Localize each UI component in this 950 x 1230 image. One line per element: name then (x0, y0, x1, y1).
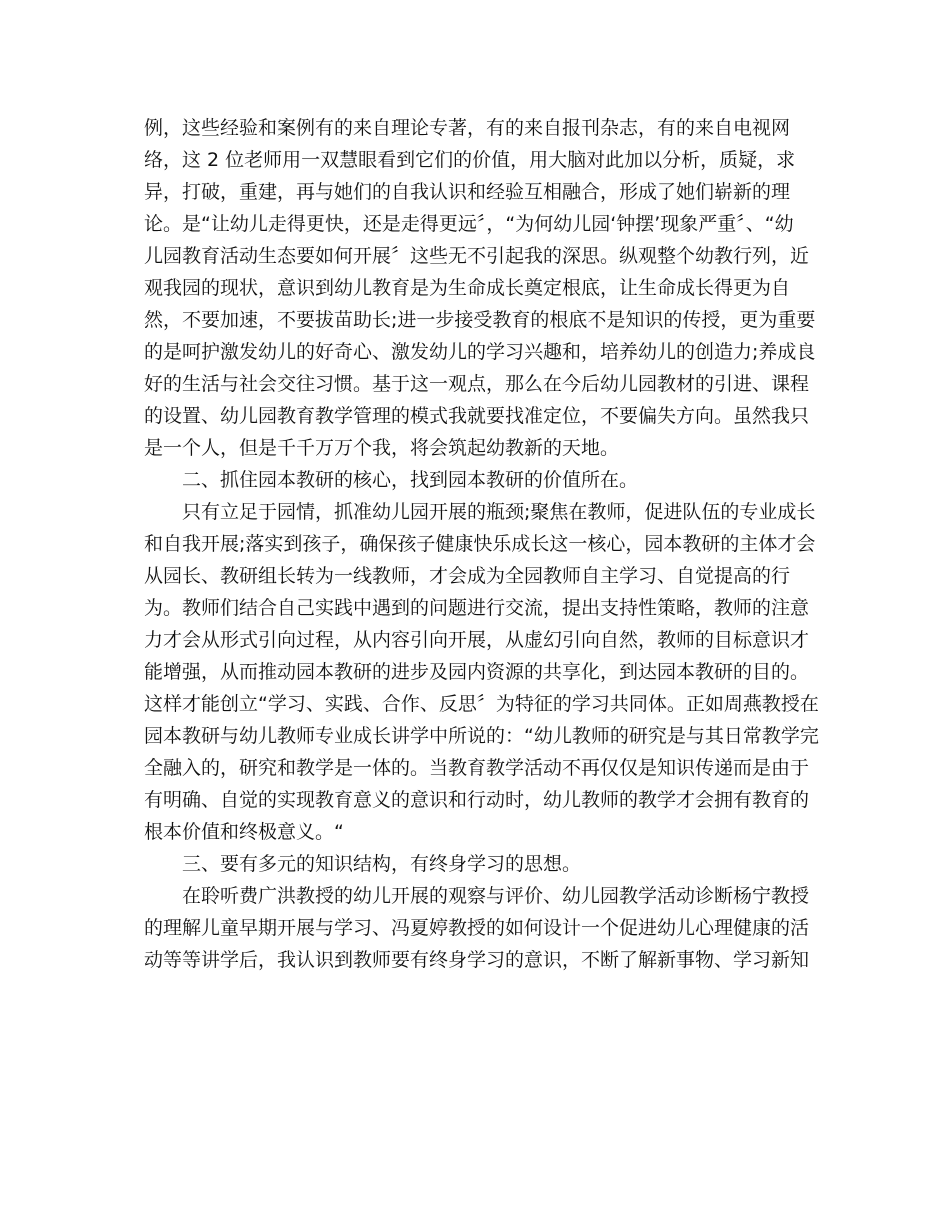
text-line: 异，打破，重建，再与她们的自我认识和经验互相融合，形成了她们崭新的理 (144, 181, 791, 203)
text-line: 能增强，从而推动园本教研的进步及园内资源的共享化，到达园本教研的目的。 (144, 661, 810, 683)
text-line: 和自我开展;落实到孩子，确保孩子健康快乐成长这一核心，园本教研的主体才会 (144, 533, 816, 555)
text-line: 的是呵护激发幼儿的好奇心、激发幼儿的学习兴趣和，培养幼儿的创造力;养成良 (144, 341, 816, 363)
document-body (144, 112, 819, 976)
text-line: 例，这些经验和案例有的来自理论专著，有的来自报刊杂志，有的来自电视网 (144, 117, 791, 139)
text-line: 只有立足于园情，抓准幼儿园开展的瓶颈;聚焦在教师，促进队伍的专业成长 (144, 501, 816, 523)
text-line: 在聆听费广洪教授的幼儿开展的观察与评价、幼儿园教学活动诊断杨宁教授 (144, 885, 810, 907)
text-line: 为。教师们结合自己实践中遇到的问题进行交流，提出支持性策略，教师的注意 (144, 597, 810, 619)
text-line: 儿园教育活动生态要如何开展〞这些无不引起我的深思。纵观整个幼教行列，近 (144, 245, 810, 267)
text-line: 根本价值和终极意义。“ (144, 821, 344, 843)
text-line: 动等等讲学后，我认识到教师要有终身学习的意识，不断了解新事物、学习新知 (144, 949, 810, 971)
text-line: 全融入的，研究和教学是一体的。当教育教学活动不再仅仅是知识传递而是由于 (144, 757, 810, 779)
text-line: 是一个人，但是千千万万个我，将会筑起幼教新的天地。 (144, 437, 620, 459)
text-line: 论。是“让幼儿走得更快，还是走得更远〞，“为何幼儿园‘钟摆’现象严重〞、“幼 (144, 213, 794, 235)
text-line: 力才会从形式引向过程，从内容引向开展，从虚幻引向自然，教师的目标意识才 (144, 629, 810, 651)
text-line: 然，不要加速，不要拔苗助长;进一步接受教育的根底不是知识的传授，更为重要 (144, 309, 816, 331)
text-line: 有明确、自觉的实现教育意义的意识和行动时，幼儿教师的教学才会拥有教育的 (144, 789, 810, 811)
section-heading: 三、要有多元的知识结构，有终身学习的思想。 (144, 853, 582, 875)
text-line: 的理解儿童早期开展与学习、冯夏婷教授的如何设计一个促进幼儿心理健康的活 (144, 917, 810, 939)
text-line: 好的生活与社会交往习惯。基于这一观点，那么在今后幼儿园教材的引进、课程 (144, 373, 810, 395)
text-line: 这样才能创立“学习、实践、合作、反思〞为特征的学习共同体。正如周燕教授在 (144, 693, 819, 715)
text-line: 从园长、教研组长转为一线教师，才会成为全园教师自主学习、自觉提高的行 (144, 565, 791, 587)
text-line: 的设置、幼儿园教育教学管理的模式我就要找准定位，不要偏失方向。虽然我只 (144, 405, 810, 427)
text-line: 观我园的现状，意识到幼儿教育是为生命成长奠定根底，让生命成长得更为自 (144, 277, 791, 299)
section-heading: 二、抓住园本教研的核心，找到园本教研的价值所在。 (144, 469, 639, 491)
text-line: 络，这 2 位老师用一双慧眼看到它们的价值，用大脑对此加以分析，质疑，求 (144, 149, 796, 171)
text-line: 园本教研与幼儿教师专业成长讲学中所说的：“幼儿教师的研究是与其日常教学完 (144, 725, 819, 747)
